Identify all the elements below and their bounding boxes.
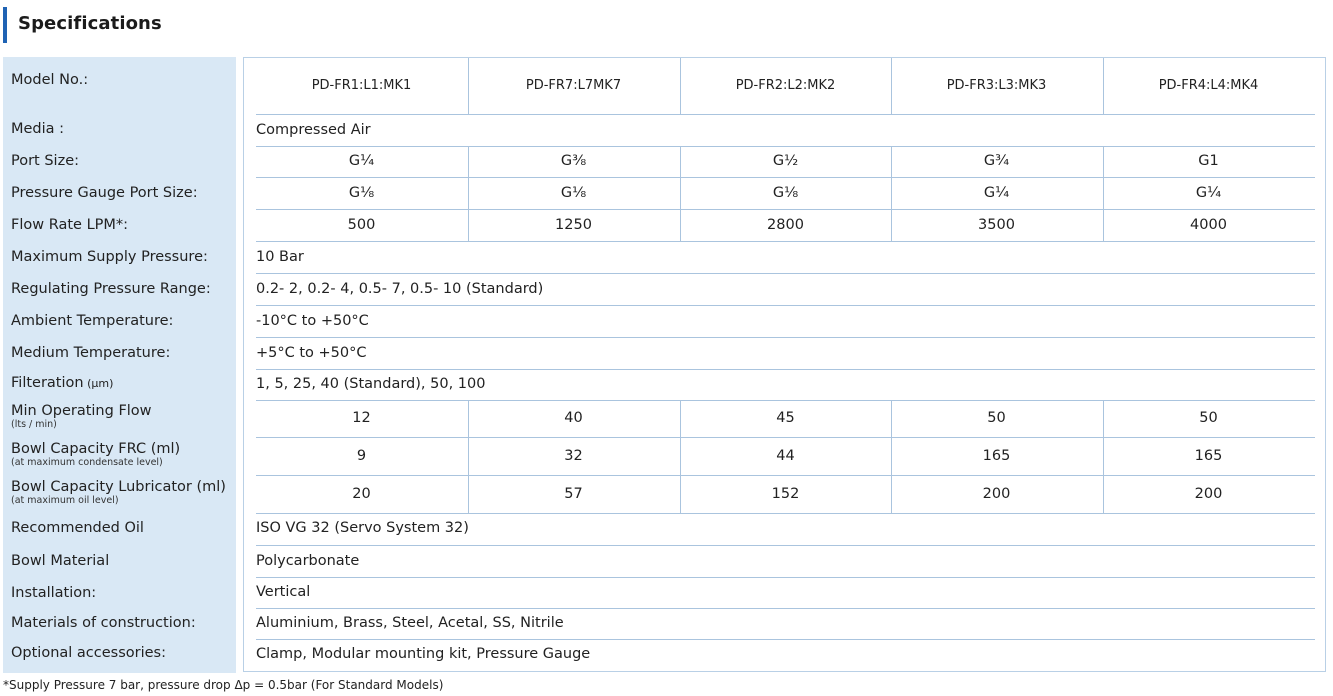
spec-cell-minflow: 45 (776, 410, 795, 426)
spec-cell-bowllub: 200 (982, 486, 1011, 502)
spec-cell-bowllub: 57 (564, 486, 583, 502)
spec-label-bowlfrc (11, 441, 180, 468)
spec-label-gauge (11, 185, 198, 201)
spec-label-model (11, 72, 88, 88)
row-divider (256, 209, 1315, 210)
spec-cell-gauge: G¼ (983, 185, 1010, 201)
spec-cell-bowllub: 20 (352, 486, 371, 502)
spec-label-note: (at maximum oil level) (11, 495, 119, 506)
row-divider (256, 305, 1315, 306)
spec-cell-minflow: 50 (987, 410, 1006, 426)
spec-value-bowlmat: Polycarbonate (256, 553, 360, 569)
spec-label-text: Recommended Oil (11, 520, 144, 536)
spec-cell-bowllub: 200 (1194, 486, 1223, 502)
spec-cell-flow: 2800 (767, 217, 804, 233)
spec-cell-flow: 500 (347, 217, 376, 233)
spec-cell-flow: 3500 (978, 217, 1015, 233)
spec-label-med (11, 345, 170, 361)
spec-cell-bowlfrc: 44 (776, 448, 795, 464)
row-divider (256, 475, 1315, 476)
spec-cell-model: PD-FR1:L1:MK1 (311, 78, 412, 93)
spec-cell-bowlfrc: 165 (982, 448, 1011, 464)
spec-value-mat: Aluminium, Brass, Steel, Acetal, SS, Nitrile (256, 615, 564, 631)
section-header (0, 7, 600, 43)
spec-cell-minflow: 50 (1199, 410, 1218, 426)
spec-value-filt: 1, 5, 25, 40 (Standard), 50, 100 (256, 376, 486, 392)
spec-label-oil (11, 520, 144, 536)
row-divider (256, 369, 1315, 370)
spec-label-note: (at maximum condensate level) (11, 457, 163, 468)
spec-label-text: Min Operating Flow (11, 403, 152, 419)
row-divider (256, 273, 1315, 274)
spec-label-text: Bowl Material (11, 553, 110, 569)
spec-label-mat (11, 615, 196, 631)
spec-cell-gauge: G¼ (1195, 185, 1222, 201)
spec-cell-gauge: G⅛ (772, 185, 799, 201)
spec-label-minflow (11, 403, 152, 430)
row-divider (256, 400, 1315, 401)
spec-value-regp: 0.2- 2, 0.2- 4, 0.5- 7, 0.5- 10 (Standard) (256, 281, 544, 297)
spec-cell-port: G½ (772, 153, 799, 169)
spec-label-text: Maximum Supply Pressure: (11, 249, 208, 265)
row-divider (256, 337, 1315, 338)
spec-label-text: Bowl Capacity FRC (ml) (11, 441, 181, 457)
spec-label-note: (lts / min) (11, 419, 57, 430)
row-divider (256, 513, 1315, 514)
row-divider (256, 114, 1315, 115)
spec-value-opt: Clamp, Modular mounting kit, Pressure Gauge (256, 646, 591, 662)
spec-label-text: Medium Temperature: (11, 345, 171, 361)
spec-label-text: Bowl Capacity Lubricator (ml) (11, 479, 226, 495)
spec-label-maxp (11, 249, 208, 265)
spec-cell-flow: 4000 (1190, 217, 1227, 233)
spec-cell-bowlfrc: 9 (356, 448, 367, 464)
spec-label-amb (11, 313, 173, 329)
spec-cell-minflow: 12 (352, 410, 371, 426)
spec-label-media (11, 121, 64, 137)
row-divider (256, 437, 1315, 438)
spec-value-amb: -10°C to +50°C (256, 313, 369, 329)
spec-cell-model: PD-FR4:L4:MK4 (1158, 78, 1259, 93)
spec-cell-model: PD-FR2:L2:MK2 (735, 78, 836, 93)
spec-value-media: Compressed Air (256, 122, 371, 138)
spec-cell-bowlfrc: 165 (1194, 448, 1223, 464)
spec-cell-port: G¾ (983, 153, 1010, 169)
spec-label-text: Flow Rate LPM*: (11, 217, 129, 233)
row-divider (256, 577, 1315, 578)
spec-cell-port: G¼ (348, 153, 375, 169)
spec-cell-model: PD-FR7:L7MK7 (525, 78, 622, 93)
spec-label-bowllub (11, 479, 226, 506)
spec-cell-minflow: 40 (564, 410, 583, 426)
spec-cell-flow: 1250 (555, 217, 592, 233)
spec-label-unit: (µm) (83, 377, 114, 390)
spec-cell-gauge: G⅛ (560, 185, 587, 201)
section-title: Specifications (18, 13, 162, 34)
row-divider (256, 146, 1315, 147)
spec-cell-bowlfrc: 32 (564, 448, 583, 464)
spec-cell-gauge: G⅛ (348, 185, 375, 201)
spec-label-text: Filteration (11, 375, 84, 391)
spec-label-regp (11, 281, 211, 297)
row-divider (256, 545, 1315, 546)
spec-cell-model: PD-FR3:L3:MK3 (946, 78, 1047, 93)
row-divider (256, 177, 1315, 178)
spec-value-med: +5°C to +50°C (256, 345, 367, 361)
spec-label-text: Installation: (11, 585, 97, 601)
row-divider (256, 608, 1315, 609)
row-divider (256, 241, 1315, 242)
spec-label-bowlmat (11, 553, 109, 569)
footnote: *Supply Pressure 7 bar, pressure drop Δp = 0.5bar (For Standard Models) (3, 678, 444, 692)
spec-cell-port: G⅜ (560, 153, 587, 169)
spec-value-maxp: 10 Bar (256, 249, 304, 265)
spec-cell-port: G1 (1198, 153, 1219, 169)
spec-label-text: Port Size: (11, 153, 80, 169)
spec-label-text: Regulating Pressure Range: (11, 281, 211, 297)
section-accent-bar (3, 7, 7, 43)
row-divider (256, 639, 1315, 640)
spec-label-port (11, 153, 79, 169)
spec-label-text: Media : (11, 121, 65, 137)
spec-label-filt (11, 375, 113, 392)
spec-label-text: Pressure Gauge Port Size: (11, 185, 198, 201)
spec-label-text: Model No.: (11, 72, 89, 88)
spec-cell-bowllub: 152 (771, 486, 800, 502)
spec-label-text: Optional accessories: (11, 645, 166, 661)
spec-values-table (243, 57, 1326, 672)
spec-label-text: Materials of construction: (11, 615, 196, 631)
spec-value-install: Vertical (256, 584, 311, 600)
spec-value-oil: ISO VG 32 (Servo System 32) (256, 520, 469, 536)
spec-labels-column (3, 57, 236, 673)
spec-label-install (11, 585, 96, 601)
spec-label-opt (11, 645, 166, 661)
spec-label-text: Ambient Temperature: (11, 313, 174, 329)
spec-label-flow (11, 217, 128, 233)
